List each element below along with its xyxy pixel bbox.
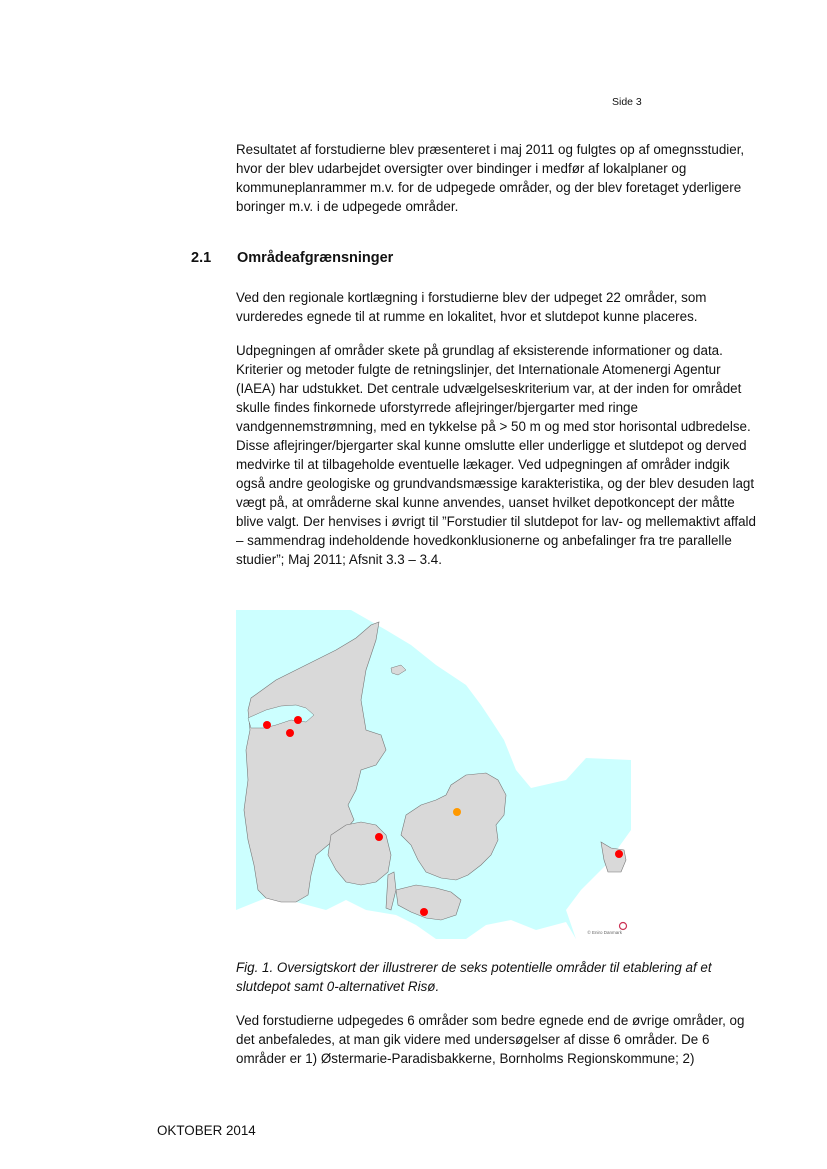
- footer-date: OKTOBER 2014: [157, 1123, 256, 1138]
- denmark-overview-map: [236, 610, 631, 939]
- section-number: 2.1: [191, 250, 212, 266]
- section-paragraph-2: Udpegningen af områder skete på grundlag af eksisterende informationer og data. Kriterier og metoder fulgte de retningslinjer, det Internationale Atomenergi Agentur (IAEA) har udstukket. Det centrale udvælgelseskriterium var, at der inden for området skulle findes finkornede uforstyrrede aflejringer/bjergarter med ringe vandgennemstrømning, med en tykkelse på > 50 m og med stor horisontal udbredelse. Disse aflejringer/bjergarter skal kunne omslutte eller underligge et slutdepot og derved medvirke til at tilbageholde eventuelle lækager. Ved udpegningen af områder indgik også andre geologiske og grundvandsmæssige karakteristika, og der blev desuden lagt vægt på, at områderne skal kunne anvendes, uanset hvilket depotkoncept der måtte blive valgt. Der henvises i øvrigt til ”Forstudier til slutdepot for lav- og mellemaktivt affald – sammendrag indeholdende hovedkonklusionerne og anbefalinger fra tre parallelle studier”; Maj 2011; Afsnit 3.3 – 3.4.: [236, 343, 756, 567]
- intro-paragraph: Resultatet af forstudierne blev præsenteret i maj 2011 og fulgtes op af omegnsstudier, hvor der blev udarbejdet oversigter over bindinger i medfør af lokalplaner og kommuneplanrammer m.v. for de udpegede områder, og der blev foretaget yderligere boringer m.v. i de udpegede områder.: [236, 142, 745, 214]
- riso-marker: [453, 808, 461, 816]
- page-number: Side 3: [612, 96, 642, 108]
- section-heading: [191, 250, 393, 266]
- candidate-site-marker: [375, 833, 383, 841]
- candidate-site-marker: [263, 721, 271, 729]
- candidate-site-marker: [615, 850, 623, 858]
- section-paragraph-1: Ved den regionale kortlægning i forstudierne blev der udpeget 22 områder, som vurderedes egnede til at rumme en lokalitet, hvor et slutdepot kunne placeres.: [236, 290, 707, 324]
- figure-caption: Fig. 1. Oversigtskort der illustrerer de seks potentielle områder til etablering af et slutdepot samt 0-alternativet Risø.: [236, 960, 712, 994]
- candidate-site-marker: [294, 716, 302, 724]
- after-figure-paragraph: Ved forstudierne udpegedes 6 områder som bedre egnede end de øvrige områder, og det anbefaledes, at man gik videre med undersøgelser af disse 6 områder. De 6 områder er 1) Østermarie-Paradisbakkerne, Bornholms Regionskommune; 2): [236, 1013, 745, 1066]
- map-svg: [236, 610, 631, 939]
- section-title: Områdeafgrænsninger: [237, 250, 394, 266]
- candidate-site-marker: [286, 729, 294, 737]
- map-attribution: © Eniro Danmark: [587, 930, 622, 935]
- candidate-site-marker: [420, 908, 428, 916]
